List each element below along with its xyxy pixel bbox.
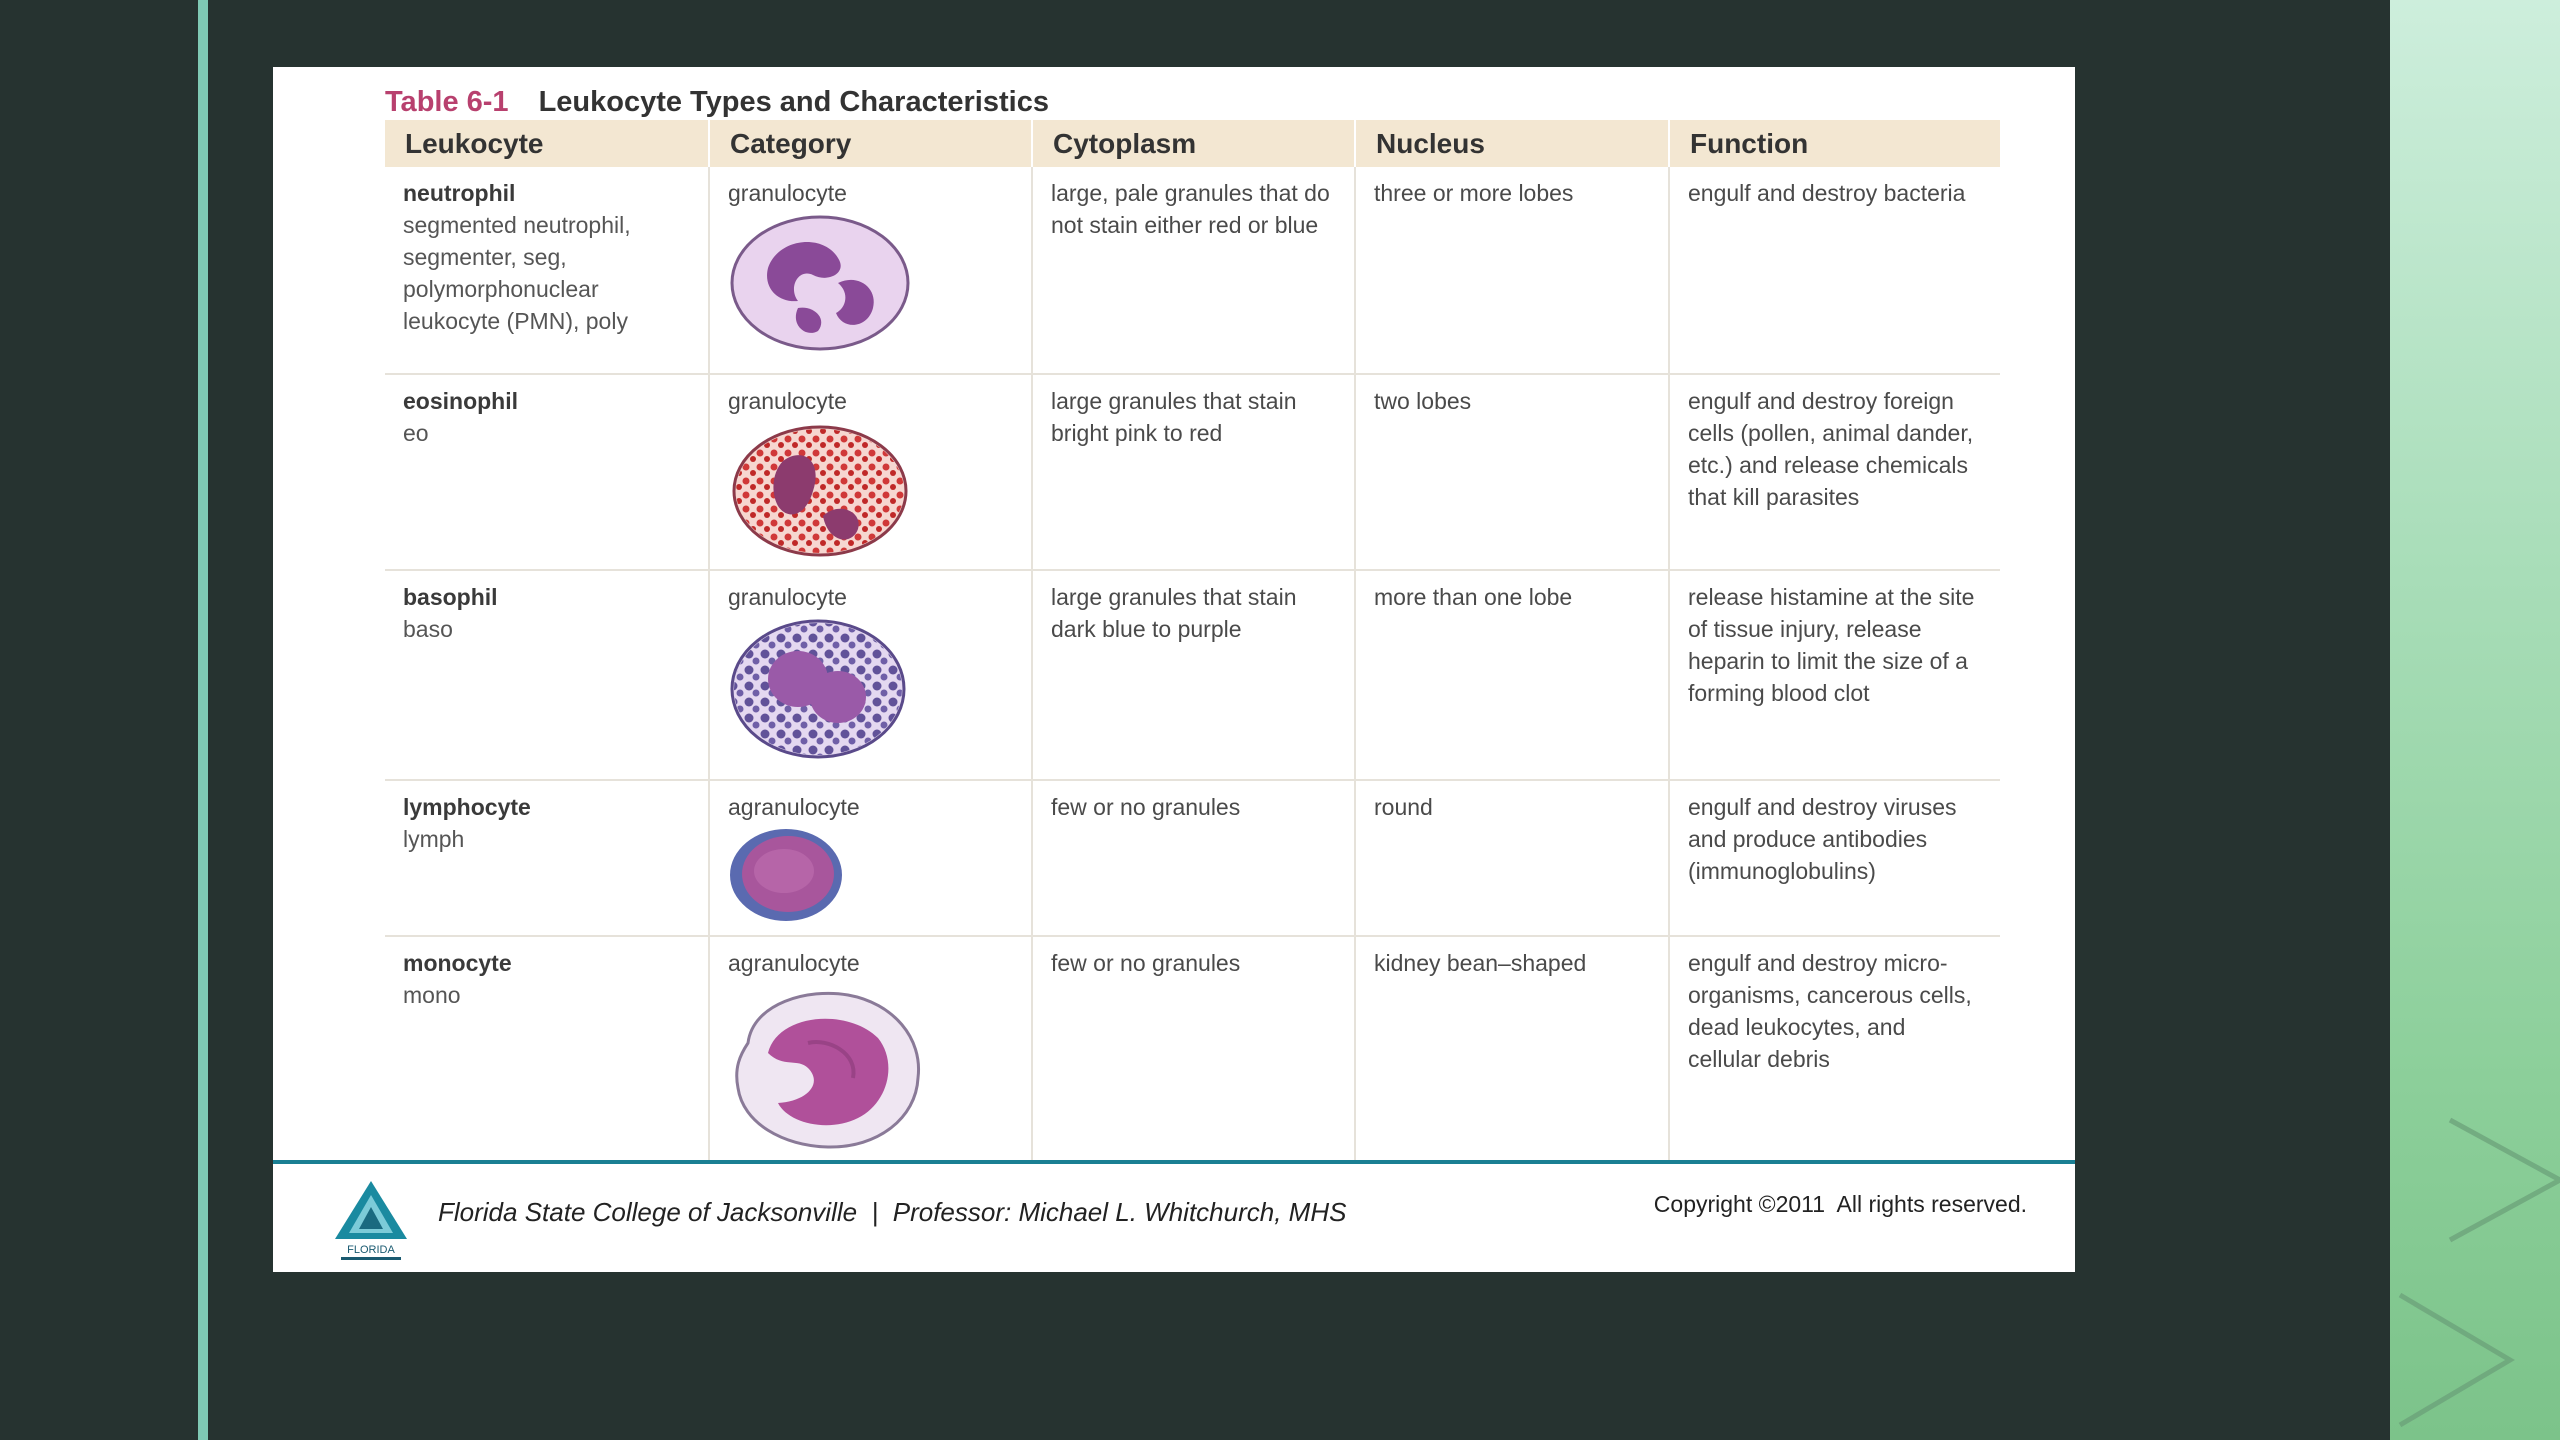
leukocyte-table	[385, 120, 2000, 1163]
copyright-notice: Copyright ©2011 All rights reserved.	[1653, 1191, 2027, 1217]
leukocyte-cell	[385, 374, 709, 570]
logo-text: FLORIDA	[347, 1244, 395, 1256]
eosinophil-cell-icon	[728, 421, 918, 561]
footer-rule	[273, 1160, 2075, 1164]
table-number: Table 6-1	[385, 86, 509, 118]
leukocyte-name: eosinophil	[403, 388, 518, 414]
column-header: Function	[1669, 120, 2000, 167]
cytoplasm-cell: few or no granules	[1032, 936, 1355, 1162]
category-cell	[709, 780, 1032, 936]
table-row	[385, 936, 2000, 1162]
leukocyte-cell	[385, 780, 709, 936]
lymphocyte-cell-icon	[728, 827, 858, 927]
nucleus-cell: two lobes	[1355, 374, 1669, 570]
cytoplasm-cell: large, pale granules that do not stain either red or blue	[1032, 167, 1355, 374]
neutrophil-cell-icon	[728, 213, 918, 353]
slide-card	[273, 67, 2075, 1272]
table-title: Leukocyte Types and Characteristics	[538, 86, 1049, 118]
leukocyte-alt-names: mono	[403, 982, 461, 1008]
leukocyte-name: monocyte	[403, 950, 512, 976]
category-cell	[709, 936, 1032, 1162]
left-accent-bar	[198, 0, 208, 1440]
leukocyte-alt-names: lymph	[403, 826, 465, 852]
function-cell: engulf and destroy foreign cells (pollen, animal dander, etc.) and release chemicals that kill parasites	[1669, 374, 2000, 570]
category-label: granulocyte	[728, 388, 847, 414]
table-row	[385, 570, 2000, 780]
cytoplasm-cell: few or no granules	[1032, 780, 1355, 936]
column-header: Leukocyte	[385, 120, 709, 167]
category-label: agranulocyte	[728, 950, 860, 976]
basophil-cell-icon	[728, 617, 918, 762]
function-cell: release histamine at the site of tissue injury, release heparin to limit the size of a forming blood clot	[1669, 570, 2000, 780]
leukocyte-name: basophil	[403, 584, 498, 610]
category-label: granulocyte	[728, 584, 847, 610]
category-label: agranulocyte	[728, 794, 860, 820]
leukocyte-cell	[385, 936, 709, 1162]
right-decor-panel	[2390, 0, 2560, 1440]
leukocyte-alt-names: eo	[403, 420, 429, 446]
nucleus-cell: kidney bean–shaped	[1355, 936, 1669, 1162]
monocyte-cell-icon	[728, 983, 928, 1153]
nucleus-cell: round	[1355, 780, 1669, 936]
function-cell: engulf and destroy micro-organisms, cancerous cells, dead leukocytes, and cellular debris	[1669, 936, 2000, 1162]
nucleus-cell: more than one lobe	[1355, 570, 1669, 780]
college-logo-icon	[331, 1177, 411, 1265]
leukocyte-alt-names: segmented neutrophil, segmenter, seg, polymorphonuclear leukocyte (PMN), poly	[403, 212, 631, 334]
institution-credit: Florida State College of Jacksonville | Professor: Michael L. Whitchurch, MHS	[438, 1197, 1347, 1227]
leukocyte-alt-names: baso	[403, 616, 453, 642]
table-row	[385, 780, 2000, 936]
cytoplasm-cell: large granules that stain bright pink to red	[1032, 374, 1355, 570]
nucleus-cell: three or more lobes	[1355, 167, 1669, 374]
category-cell	[709, 570, 1032, 780]
table-header-row	[385, 120, 2000, 167]
category-cell	[709, 374, 1032, 570]
column-header: Nucleus	[1355, 120, 1669, 167]
leukocyte-cell	[385, 167, 709, 374]
column-header: Cytoplasm	[1032, 120, 1355, 167]
leukocyte-name: neutrophil	[403, 180, 516, 206]
leukocyte-name: lymphocyte	[403, 794, 531, 820]
column-header: Category	[709, 120, 1032, 167]
function-cell: engulf and destroy viruses and produce antibodies (immunoglobulins)	[1669, 780, 2000, 936]
leukocyte-cell	[385, 570, 709, 780]
table-row	[385, 374, 2000, 570]
category-label: granulocyte	[728, 180, 847, 206]
cytoplasm-cell: large granules that stain dark blue to purple	[1032, 570, 1355, 780]
table-row	[385, 167, 2000, 374]
function-cell: engulf and destroy bacteria	[1669, 167, 2000, 374]
chevron-decor-icon	[2390, 0, 2560, 1440]
category-cell	[709, 167, 1032, 374]
